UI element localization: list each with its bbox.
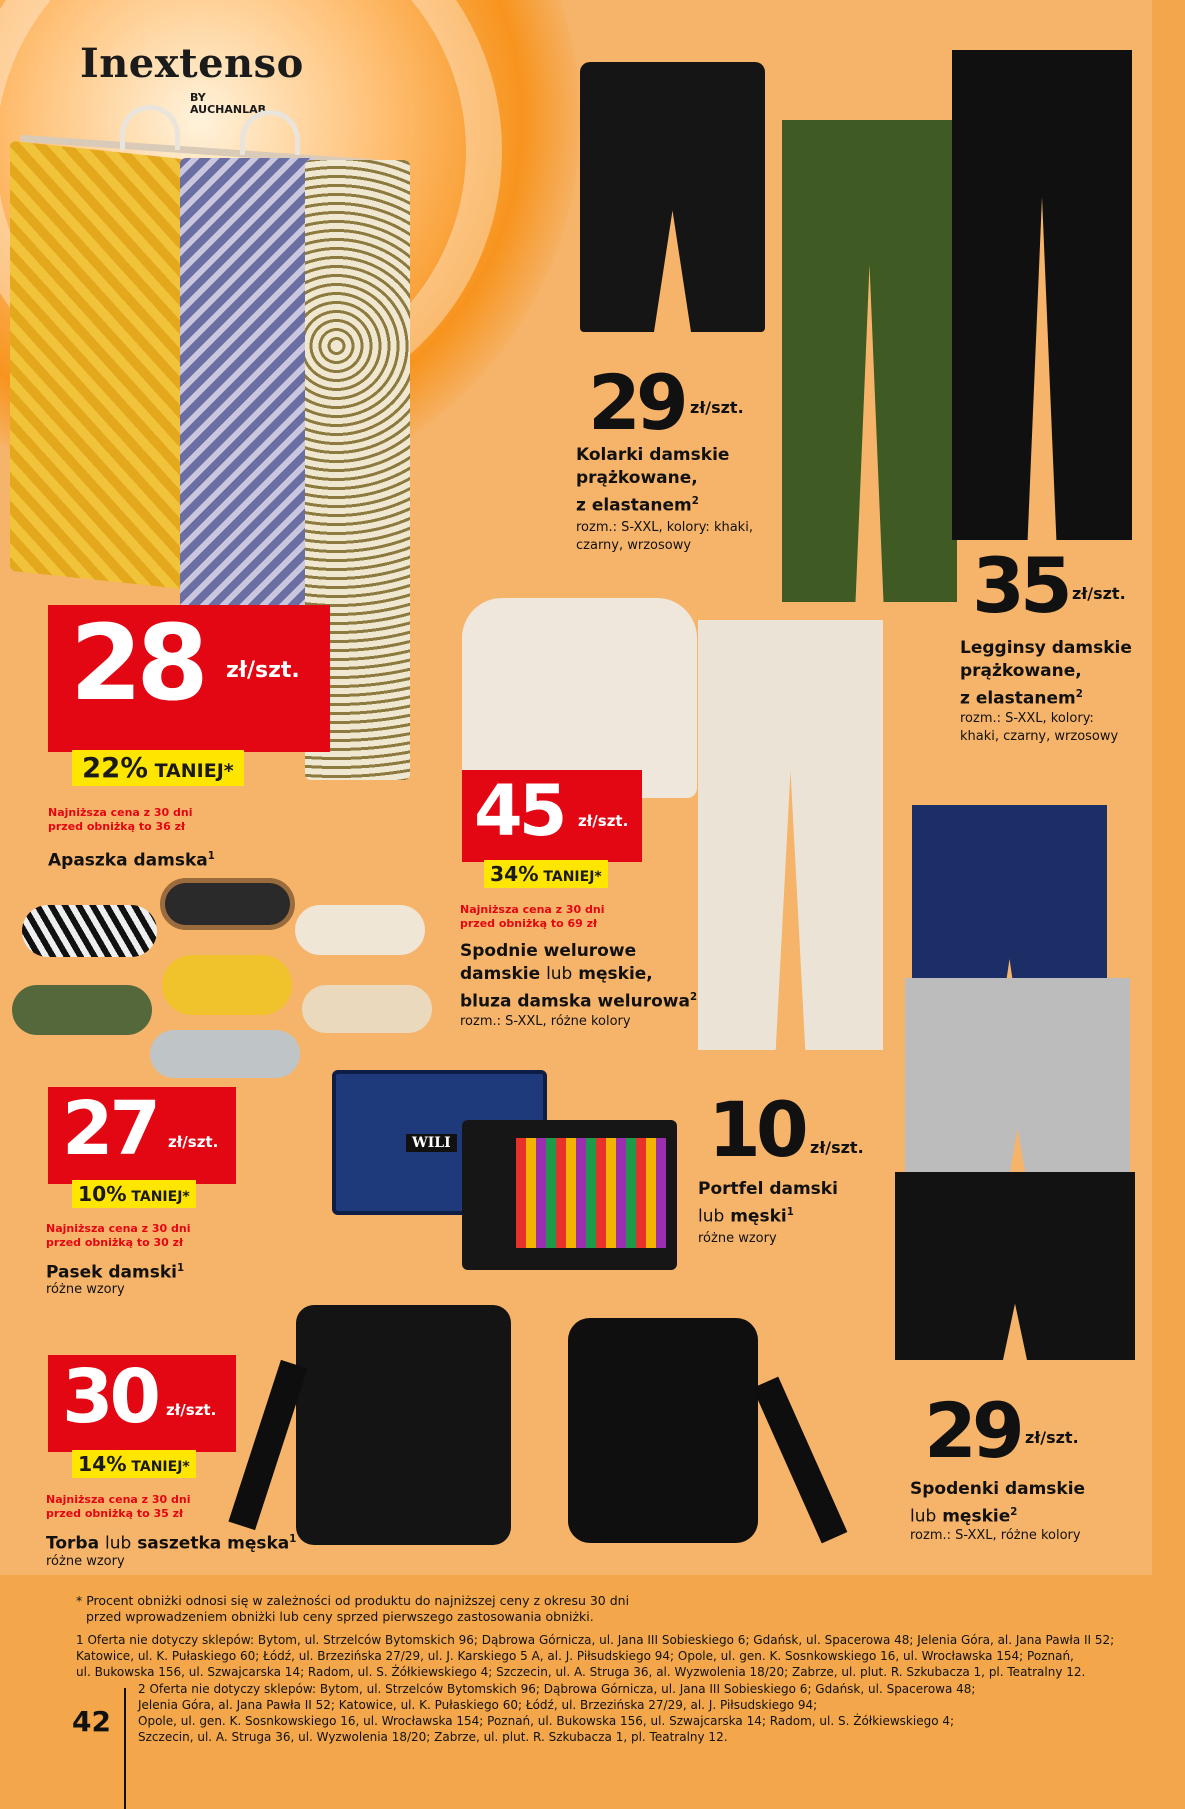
velour-price: 45 xyxy=(474,770,564,852)
name-line: Kolarki damskie xyxy=(576,445,730,465)
bag-desc: różne wzory xyxy=(46,1554,125,1569)
belt-discount-word: TANIEJ* xyxy=(131,1189,190,1205)
footnote-line: 2 Oferta nie dotyczy sklepów: Bytom, ul. Strzelców Bytomskich 96; Dąbrowa Górnicza, ul. Jana III Sobieskiego 6; Gdańsk, ul. Spacerowa 48; xyxy=(138,1682,976,1696)
scarf-price: 28 xyxy=(70,602,203,724)
footnote-line: przed wprowadzeniem obniżki lub ceny sprzed pierwszego zastosowania obniżki. xyxy=(86,1609,594,1624)
velour-price-box xyxy=(462,770,642,862)
bag-textile-image xyxy=(296,1305,511,1545)
shorts-grey-image xyxy=(905,978,1130,1193)
scarf-note-line: Najniższa cena z 30 dni xyxy=(48,806,193,819)
bag-discount-badge xyxy=(72,1450,196,1478)
name-line: Legginsy damskie xyxy=(960,638,1132,658)
belt-cream-image xyxy=(295,905,425,955)
footnote-line: Szczecin, ul. A. Struga 36, ul. Wyzwolenia 18/20; Zabrze, ul. plut. R. Szkubacza 1, pl. Teatralny 12. xyxy=(138,1730,728,1744)
name-text: saszetka męska xyxy=(137,1533,290,1554)
velour-price-unit: zł/szt. xyxy=(578,812,629,830)
name-text: lub xyxy=(698,1206,725,1227)
belt-note-line: Najniższa cena z 30 dni xyxy=(46,1222,191,1235)
scarf-price-box xyxy=(48,602,330,752)
cycling-shorts-unit: zł/szt. xyxy=(690,398,744,417)
name-text: męskie, xyxy=(578,964,653,984)
name-text: damskie xyxy=(460,964,541,984)
name-line xyxy=(460,986,697,1014)
name-line xyxy=(698,1201,838,1229)
footnote-ref: 1 xyxy=(207,851,215,862)
belt-note-line: przed obniżką to 30 zł xyxy=(46,1236,184,1249)
name-line: Spodnie welurowe xyxy=(460,941,637,961)
scarf-blue-image xyxy=(180,158,315,628)
brand-lab: AUCHANLAB xyxy=(190,103,267,116)
name-line: Portfel damski xyxy=(698,1179,838,1199)
scarf-name xyxy=(48,845,215,873)
velour-note-line: przed obniżką to 69 zł xyxy=(460,917,598,930)
bag-leather-image xyxy=(568,1318,758,1543)
scarf-note-line: przed obniżką to 36 zł xyxy=(48,820,186,833)
name-line xyxy=(960,683,1132,711)
name-text: Pasek damski xyxy=(46,1262,177,1283)
bag-note-line: Najniższa cena z 30 dni xyxy=(46,1493,191,1506)
desc-line: czarny, wrzosowy xyxy=(576,538,692,553)
bag-discount-word: TANIEJ* xyxy=(131,1459,190,1475)
footnote-ref: 1 xyxy=(786,1207,794,1218)
leggings-khaki-image xyxy=(782,120,957,602)
belt-price-box xyxy=(48,1087,236,1184)
footnote-1 xyxy=(76,1632,1114,1680)
velour-note-line: Najniższa cena z 30 dni xyxy=(460,903,605,916)
belt-price-unit: zł/szt. xyxy=(168,1133,219,1151)
velour-discount-word: TANIEJ* xyxy=(543,869,602,885)
scarf-price-unit: zł/szt. xyxy=(226,658,300,683)
footnote-line: 1 Oferta nie dotyczy sklepów: Bytom, ul. Strzelców Bytomskich 96; Dąbrowa Górnicza, ul. Jana III Sobieskiego 6; Gdańsk, ul. Spacerowa 48; Jelenia Góra, al. Jana Pawła II 52; xyxy=(76,1633,1115,1647)
bag-discount-pct: 14% xyxy=(78,1452,127,1476)
shorts-name xyxy=(910,1478,1085,1529)
name-line: Spodenki damskie xyxy=(910,1479,1086,1499)
brand-by: BY xyxy=(190,91,206,104)
velour-trousers-image xyxy=(698,620,883,1050)
name-line xyxy=(576,490,729,518)
shorts-price: 29 xyxy=(924,1386,1020,1475)
page-number: 42 xyxy=(72,1705,111,1738)
wallet-pattern xyxy=(516,1138,666,1248)
name-text: męski xyxy=(730,1206,787,1227)
wallet-label: WILI xyxy=(406,1134,457,1152)
name-line xyxy=(460,963,697,986)
bag-lowest-price-note xyxy=(46,1493,191,1521)
leggings-black-image xyxy=(952,50,1132,540)
desc-line: rozm.: S-XXL, kolory: xyxy=(960,711,1094,726)
footnote-ref: 2 xyxy=(1010,1507,1018,1518)
scarf-yellow-image xyxy=(10,141,185,589)
belt-desc: różne wzory xyxy=(46,1282,125,1297)
footnotes-area xyxy=(0,1575,1185,1809)
leggings-unit: zł/szt. xyxy=(1072,584,1126,603)
leggings-desc xyxy=(960,710,1118,746)
velour-desc: rozm.: S-XXL, różne kolory xyxy=(460,1014,631,1029)
name-text: z elastanem xyxy=(960,688,1076,709)
scarf-discount-badge xyxy=(72,750,244,786)
bag-price: 30 xyxy=(62,1354,157,1440)
footnote-line: * Procent obniżki odnosi się w zależności od produktu do najniższej ceny z okresu 30 dni xyxy=(76,1593,630,1608)
cycling-shorts-price: 29 xyxy=(588,358,684,447)
belt-yellow-image xyxy=(162,955,292,1015)
scarf-discount-pct: 22% xyxy=(82,752,148,784)
belt-discount-pct: 10% xyxy=(78,1182,127,1206)
shorts-black-image xyxy=(895,1172,1135,1360)
brand-sublabel xyxy=(190,92,266,116)
wallet-price: 10 xyxy=(708,1085,804,1174)
name-line: prążkowane, xyxy=(576,468,698,488)
footnote-line: ul. Bukowska 156, ul. Szwajcarska 14; Radom, ul. S. Żółkiewskiego 4; Szczecin, ul. A. Struga 36, al. Wyzwolenia 18/20; Zabrze, ul. plut. R. Szkubacza 1, pl. Teatralny 12. xyxy=(76,1665,1086,1679)
wallet-desc: różne wzory xyxy=(698,1231,777,1246)
desc-line: rozm.: S-XXL, kolory: khaki, xyxy=(576,520,753,535)
velour-lowest-price-note xyxy=(460,903,605,931)
belt-grey-image xyxy=(150,1030,300,1078)
footnote-star xyxy=(76,1593,629,1625)
cycling-shorts-image xyxy=(580,62,765,332)
cycling-shorts-name xyxy=(576,444,729,518)
name-text: męskie xyxy=(942,1506,1011,1527)
belt-beige-image xyxy=(302,985,432,1033)
belt-black-image xyxy=(160,878,295,930)
footnote-line: Jelenia Góra, al. Jana Pawła II 52; Katowice, ul. K. Pułaskiego 60; Łódź, ul. Brzezińska 27/29, al. J. Piłsudskiego 94; xyxy=(138,1698,818,1712)
name-text: lub xyxy=(546,964,573,984)
belt-discount-badge xyxy=(72,1180,196,1208)
belt-zigzag-image xyxy=(22,905,157,957)
brand-logo: Inextenso xyxy=(80,40,304,87)
name-line xyxy=(910,1501,1085,1529)
footnote-line: Opole, ul. gen. K. Sosnkowskiego 16, ul. Wrocławska 154; Poznań, ul. Bukowska 156, ul. Szwajcarska 14; Radom, ul. S. Żółkiewskiego 4; xyxy=(138,1714,955,1728)
wallet-unit: zł/szt. xyxy=(810,1138,864,1157)
bag-name xyxy=(46,1528,296,1556)
belt-green-image xyxy=(12,985,152,1035)
bag-price-box xyxy=(48,1355,236,1452)
name-text: lub xyxy=(910,1506,937,1527)
name-text: bluza damska welurowa xyxy=(460,991,690,1012)
footnote-ref: 2 xyxy=(1075,689,1083,700)
name-line: prążkowane, xyxy=(960,661,1082,681)
belt-lowest-price-note xyxy=(46,1222,191,1250)
velour-discount-pct: 34% xyxy=(490,862,539,886)
wallet-name xyxy=(698,1178,838,1229)
scarf-lowest-price-note xyxy=(48,806,193,834)
cycling-shorts-desc xyxy=(576,519,753,555)
footnote-ref: 1 xyxy=(289,1534,297,1545)
velour-discount-badge xyxy=(484,860,608,888)
name-text: z elastanem xyxy=(576,495,692,516)
footnote-ref: 1 xyxy=(176,1263,185,1274)
page-divider xyxy=(124,1688,126,1809)
leggings-price: 35 xyxy=(972,541,1068,630)
velour-sweatshirt-image xyxy=(462,598,697,798)
footnote-ref: 2 xyxy=(689,992,698,1003)
scarf-discount-word: TANIEJ* xyxy=(154,760,234,782)
wallet-black-image xyxy=(462,1120,677,1270)
name-text: lub xyxy=(104,1533,132,1554)
bag-strap-image xyxy=(753,1377,848,1544)
scarf-name-text: Apaszka damska xyxy=(48,850,208,871)
name-text: Torba xyxy=(46,1533,100,1554)
bag-note-line: przed obniżką to 35 zł xyxy=(46,1507,184,1520)
footnote-2 xyxy=(138,1681,975,1745)
leggings-name xyxy=(960,637,1132,711)
belt-price: 27 xyxy=(62,1086,157,1172)
footnote-ref: 2 xyxy=(691,496,699,507)
velour-name xyxy=(460,940,697,1014)
shorts-unit: zł/szt. xyxy=(1025,1428,1079,1447)
footnote-line: Katowice, ul. K. Pułaskiego 60; Łódź, ul. Brzezińska 27/29, ul. J. Karskiego 5 A, al. J. Piłsudskiego 94; Opole, ul. gen. K. Sosnkowskiego 16, ul. Wrocławska 154; Poznań, xyxy=(76,1649,1074,1663)
desc-line: khaki, czarny, wrzosowy xyxy=(960,729,1119,744)
bag-price-unit: zł/szt. xyxy=(166,1401,217,1419)
shorts-desc: rozm.: S-XXL, różne kolory xyxy=(910,1528,1081,1543)
